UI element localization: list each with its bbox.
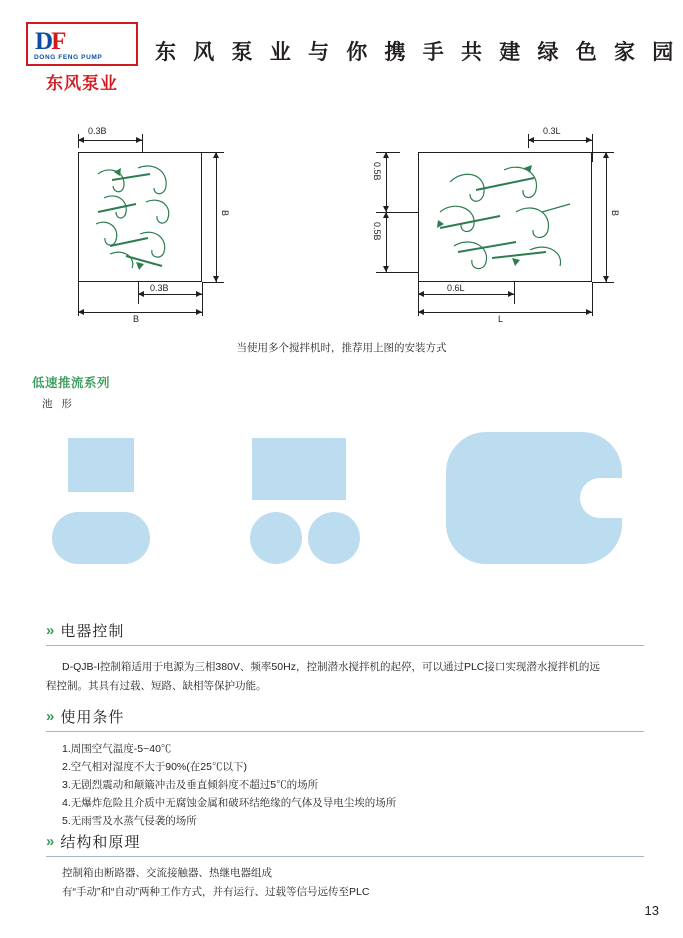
section-header-usage-conditions [46, 706, 124, 727]
pool-shape-2-circle-left [250, 512, 302, 564]
installation-diagrams [0, 112, 683, 362]
section-header-electrical-control [46, 620, 124, 641]
pool-shape-2-top [252, 438, 346, 500]
right-diagram-tick-i [514, 282, 515, 304]
left-diagram-tick-a [78, 134, 79, 148]
left-diagram-tick-c [202, 152, 224, 153]
series-title: 低速推流系列 [32, 376, 111, 390]
pool-shape-2-circle-right [308, 512, 360, 564]
section-underline-electrical-control [46, 645, 644, 646]
left-diagram-label-b-right: B [220, 210, 230, 217]
usage-condition-item-4: 4.无爆炸危险且介质中无腐蚀金属和破环结绝缘的气体及导电尘埃的场所 [62, 797, 397, 809]
header-slogan: 东 风 泵 业 与 你 携 手 共 建 绿 色 家 园 [155, 40, 680, 64]
section-paragraph-electrical-control-1: D-QJB-I控制箱适用于电源为三相380V、频率50Hz，控制潜水搅拌机的起停，可以通过PLC接口实现潜水搅拌机的远 [62, 661, 600, 673]
left-diagram-label-03b-top: 0.3B [88, 126, 107, 136]
series-subtitle: 池 形 [42, 398, 75, 410]
right-diagram-label-05b-lower: 0.5B [372, 222, 382, 241]
left-diagram-tick-f [202, 282, 203, 316]
left-diagram-label-03b-bottom: 0.3B [150, 283, 169, 293]
left-diagram-tick-d [202, 282, 224, 283]
usage-condition-item-5: 5.无雨雪及水蒸气侵袭的场所 [62, 815, 197, 827]
left-diagram-dim-outer-bottom-arrow-right [196, 309, 202, 315]
right-diagram-label-03l-top: 0.3L [543, 126, 561, 136]
right-diagram-tick-g [592, 282, 614, 283]
right-diagram-dim-top-line [528, 140, 592, 141]
chevron-double-right-icon: » [46, 708, 52, 725]
right-diagram-tick-f [592, 152, 614, 153]
page-number: 13 [644, 903, 659, 918]
company-logo [26, 22, 138, 93]
right-diagram-dim-inner-bottom-line [418, 294, 514, 295]
section-header-structure-principle [46, 831, 140, 852]
logo-letter-d: D [35, 28, 52, 55]
left-diagram-tick-g [78, 282, 79, 316]
page-header [0, 0, 683, 96]
left-diagram-dim-right-line [216, 152, 217, 282]
right-diagram-label-l: L [498, 314, 504, 324]
logo-english-name: DONG FENG PUMP [34, 54, 103, 61]
structure-principle-item-2: 有“手动”和“自动”两种工作方式，并有运行、过载等信号远传至PLC [62, 886, 370, 898]
section-title-usage-conditions: 使用条件 [60, 709, 125, 726]
right-diagram-dim-left-lower-arrow-up [383, 212, 389, 218]
right-diagram-label-05b-upper: 0.5B [372, 162, 382, 181]
left-tank-outline [78, 152, 202, 282]
pool-shape-3-notch [580, 478, 626, 518]
section-underline-usage-conditions [46, 731, 644, 732]
chevron-double-right-icon: » [46, 833, 52, 850]
right-diagram-tick-j [592, 282, 593, 316]
left-tank-flow-arrows [80, 154, 200, 280]
pool-shape-illustrations [0, 424, 683, 572]
section-title-structure-principle: 结构和原理 [60, 834, 141, 851]
left-diagram-dim-outer-bottom-line [78, 312, 202, 313]
right-diagram-dim-left-upper-line [386, 152, 387, 212]
right-diagram-dim-left-lower-line [386, 212, 387, 272]
right-diagram-tick-c [376, 152, 400, 153]
right-diagram-tick-b [592, 134, 593, 162]
diagram-caption: 当使用多个搅拌机时，推荐用上图的安装方式 [236, 342, 447, 354]
chevron-double-right-icon: » [46, 622, 52, 639]
section-title-electrical-control: 电器控制 [60, 623, 125, 640]
right-diagram-dim-outer-bottom-line [418, 312, 592, 313]
right-diagram-label-06l: 0.6L [447, 283, 465, 293]
left-diagram-label-b-bottom: B [133, 314, 140, 324]
right-tank-outline [418, 152, 592, 282]
right-diagram-dim-outer-bottom-arrow-left [418, 309, 424, 315]
right-diagram-label-b-right: B [610, 210, 620, 217]
usage-condition-item-2: 2.空气相对湿度不大于90%(在25℃以下) [62, 761, 247, 773]
usage-condition-item-1: 1.周围空气温度-5~40℃ [62, 743, 172, 755]
logo-letter-f: F [51, 28, 65, 55]
section-underline-structure-principle [46, 856, 644, 857]
right-diagram-tick-a [528, 134, 529, 148]
logo-chinese-name: 东风泵业 [46, 74, 118, 93]
pool-shape-1-top [68, 438, 134, 492]
right-tank-flow-arrows [420, 154, 590, 280]
structure-principle-item-1: 控制箱由断路器、交流接触器、热继电器组成 [62, 867, 272, 879]
left-diagram-dim-inner-bottom-line [138, 294, 202, 295]
left-diagram-dim-top-line [78, 140, 142, 141]
logo-letters [35, 28, 64, 56]
section-paragraph-electrical-control-2: 程控制。其具有过载、短路、缺相等保护功能。 [46, 680, 267, 692]
logo-mark [26, 22, 138, 66]
left-diagram-tick-e [138, 282, 139, 304]
right-diagram-dim-right-line [606, 152, 607, 282]
right-diagram-tick-e [376, 272, 418, 273]
pool-shape-1-bottom [52, 512, 150, 564]
usage-condition-item-3: 3.无剧烈震动和颠簸冲击及垂直倾斜度不超过5℃的场所 [62, 779, 319, 791]
